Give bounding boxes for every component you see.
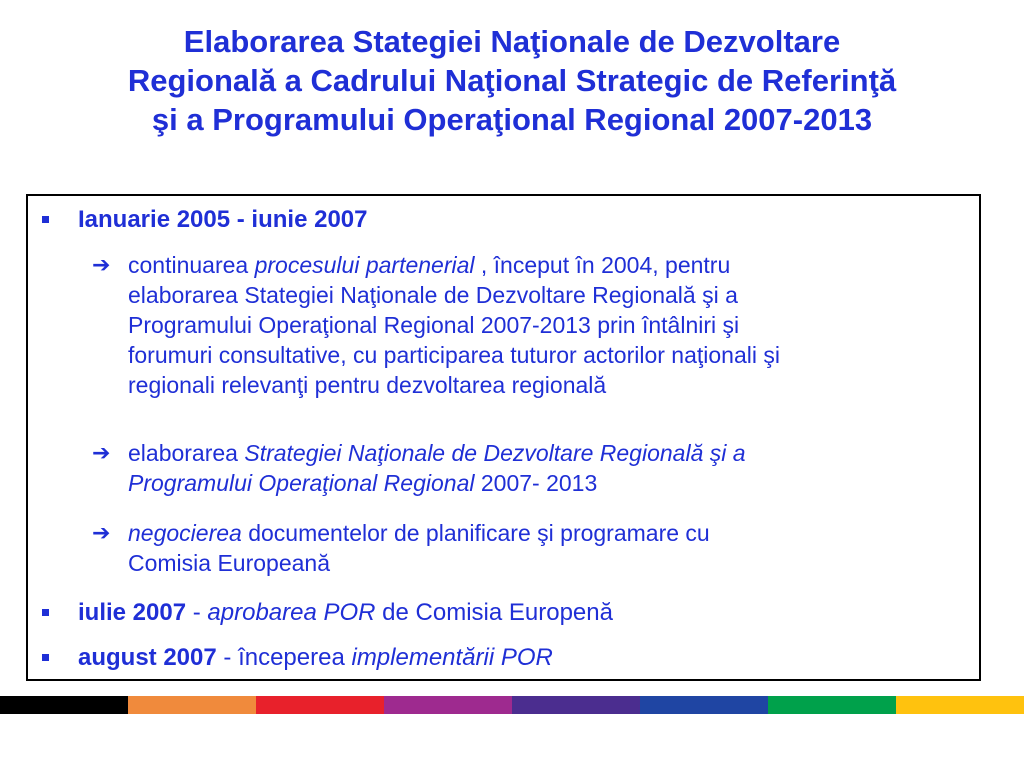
bullet-date: iulie 2007 <box>78 599 187 626</box>
color-stripe-segment <box>256 696 384 714</box>
text-line: Programului Operaţional Regional 2007-2013 prin întâlniri şi <box>128 312 740 338</box>
color-stripe-segment <box>0 696 128 714</box>
title-line-1: Elaborarea Stategiei Naţionale de Dezvoltare <box>183 24 841 59</box>
text-line: regionali relevanţi pentru dezvoltarea regională <box>128 372 607 398</box>
text-run-italic: Programului Operaţional Regional <box>128 470 475 496</box>
sub-item-text <box>128 438 978 498</box>
color-stripe-segment <box>768 696 896 714</box>
content-box <box>26 194 981 681</box>
text-run: , început în 2004, pentru <box>474 252 731 278</box>
color-stripe-segment <box>896 696 1024 714</box>
right-arrow-icon: ➔ <box>92 440 111 465</box>
text-line: elaborarea Stategiei Naţionale de Dezvoltare Regională şi a <box>128 282 738 308</box>
square-bullet-icon <box>42 609 49 616</box>
color-stripe-segment <box>128 696 256 714</box>
square-bullet-icon <box>42 216 49 223</box>
bullet-date: august 2007 <box>78 644 217 671</box>
sub-item-text <box>128 250 978 400</box>
color-stripe-segment <box>640 696 768 714</box>
text-run: - începerea <box>216 644 352 671</box>
text-run-italic: aprobarea POR <box>207 599 376 626</box>
text-run: 2007- 2013 <box>474 470 598 496</box>
text-run-italic: implementării POR <box>351 644 553 671</box>
text-run-italic: negocierea <box>128 520 242 546</box>
sub-item-text <box>128 518 978 578</box>
color-stripe-segment <box>384 696 512 714</box>
bullet-date: Ianuarie 2005 - iunie 2007 <box>78 206 368 233</box>
color-stripe-footer <box>0 696 1024 714</box>
text-run: - <box>186 599 208 626</box>
color-stripe-segment <box>512 696 640 714</box>
text-run-italic: Strategiei Naţionale de Dezvoltare Regională şi a <box>244 440 746 466</box>
text-run: documentelor de planificare şi programare cu <box>241 520 710 546</box>
text-run-italic: procesului partenerial <box>254 252 475 278</box>
right-arrow-icon: ➔ <box>92 252 111 277</box>
square-bullet-icon <box>42 654 49 661</box>
text-run: de Comisia Europenă <box>375 599 613 626</box>
text-run: elaborarea <box>128 440 245 466</box>
text-line: forumuri consultative, cu participarea tuturor actorilor naţionali şi <box>128 342 780 368</box>
right-arrow-icon: ➔ <box>92 520 111 545</box>
text-run: continuarea <box>128 252 255 278</box>
title-line-3: şi a Programului Operaţional Regional 2007-2013 <box>151 102 873 137</box>
slide-title <box>20 22 1004 139</box>
title-line-2: Regională a Cadrului Naţional Strategic de Referinţă <box>127 63 897 98</box>
text-line: Comisia Europeană <box>128 550 331 576</box>
